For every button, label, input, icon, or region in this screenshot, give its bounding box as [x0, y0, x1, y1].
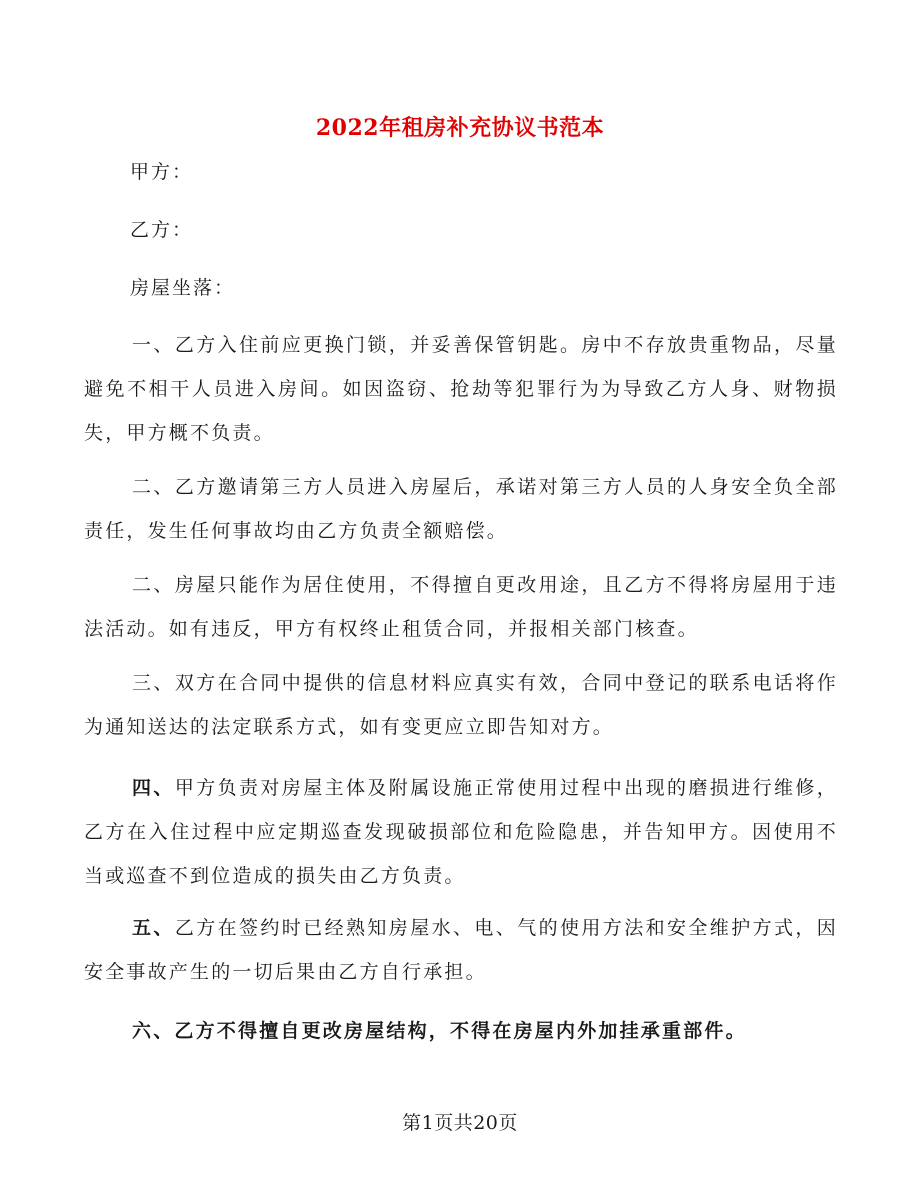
clause-7-number: 六、	[132, 1020, 175, 1042]
clause-6-text: 乙方在签约时已经熟知房屋水、电、气的使用方法和安全维护方式，因安全事故产生的一切后果由乙方自行承担。	[84, 917, 839, 983]
clause-5-number: 四、	[132, 777, 175, 799]
clause-1-text: 乙方入住前应更换门锁，并妥善保管钥匙。房中不存放贵重物品，尽量避免不相干人员进入房间。如因盗窃、抢劫等犯罪行为为导致乙方人身、财物损失，甲方概不负责。	[84, 334, 839, 444]
clause-4-number: 三、	[132, 672, 175, 694]
clause-5-text: 甲方负责对房屋主体及附属设施正常使用过程中出现的磨损进行维修，乙方在入住过程中应定期巡查发现破损部位和危险隐患，并告知甲方。因使用不当或巡查不到位造成的损失由乙方负责。	[84, 777, 839, 887]
clause-7-text: 乙方不得擅自更改房屋结构，不得在房屋内外加挂承重部件。	[174, 1020, 747, 1042]
page-number-footer: 第1页共20页	[402, 1112, 518, 1134]
clause-4	[84, 661, 838, 749]
clause-4-text: 双方在合同中提供的信息材料应真实有效，合同中登记的联系电话将作为通知送达的法定联系方式，如有变更应立即告知对方。	[84, 672, 839, 738]
clause-7	[84, 1009, 838, 1053]
clause-3-number: 二、	[132, 574, 175, 596]
party-a-field: 甲方：	[130, 161, 194, 183]
clause-6	[84, 906, 838, 994]
clause-2	[84, 465, 838, 553]
location-field: 房屋坐落：	[130, 277, 236, 299]
party-b-field: 乙方：	[130, 219, 194, 241]
clause-2-text: 乙方邀请第三方人员进入房屋后，承诺对第三方人员的人身安全负全部责任，发生任何事故均由乙方负责全额赔偿。	[84, 476, 839, 542]
clause-5	[84, 766, 838, 898]
clause-1	[84, 323, 838, 455]
clause-3-text: 房屋只能作为居住使用，不得擅自更改用途，且乙方不得将房屋用于违法活动。如有违反，甲方有权终止租赁合同，并报相关部门核查。	[84, 574, 839, 640]
clause-3	[84, 563, 838, 651]
clause-1-number: 一、	[132, 334, 175, 356]
clause-2-number: 二、	[132, 476, 175, 498]
document-title: 2022年租房补充协议书范本	[315, 115, 605, 141]
clause-6-number: 五、	[132, 917, 175, 939]
